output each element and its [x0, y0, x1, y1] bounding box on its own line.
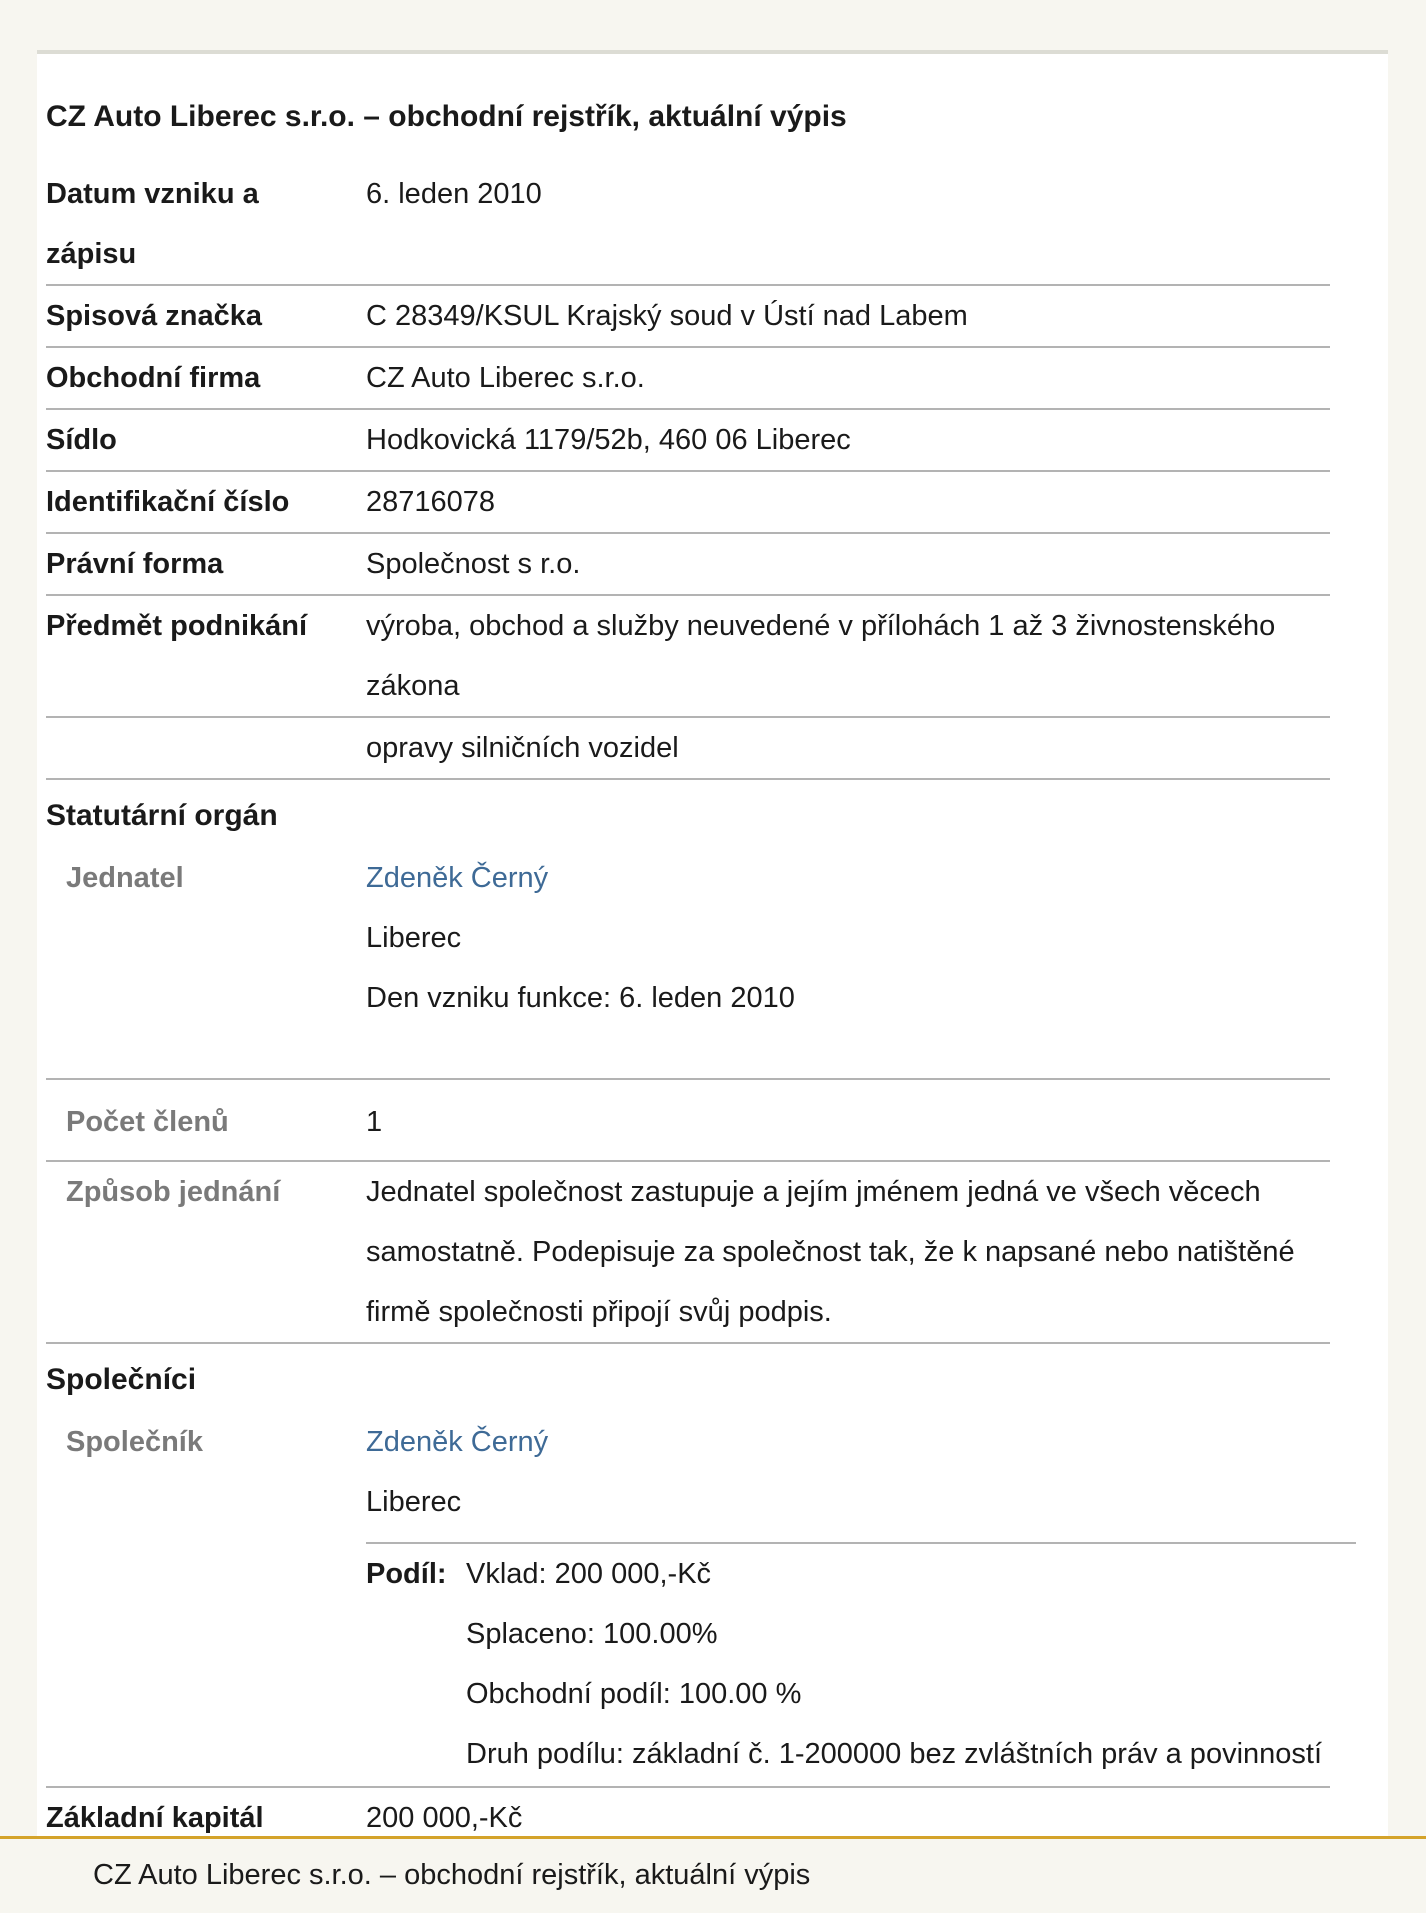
- section-spolecnici: Společníci: [46, 1363, 197, 1396]
- label-identifikacni-cislo: Identifikační číslo: [46, 486, 290, 518]
- jednatel-name-link[interactable]: Zdeněk Černý: [366, 862, 549, 894]
- row-predmet-podnikani-2: [46, 718, 1330, 780]
- value-spolecnik: [366, 1412, 1326, 1532]
- row-sidlo: [46, 410, 1330, 472]
- podil-obchodni: Obchodní podíl: 100.00 %: [466, 1678, 802, 1710]
- jednatel-city: Liberec: [366, 922, 462, 954]
- row-spolecnik: [46, 1372, 1330, 1788]
- label-datum-vzniku: Datum vzniku a zápisu: [46, 178, 259, 270]
- label-spisova-znacka: Spisová značka: [46, 300, 262, 332]
- label-pravni-forma: Právní forma: [46, 548, 224, 580]
- row-jednatel: [46, 848, 1330, 1080]
- podil-vklad: Vklad: 200 000,-Kč: [466, 1558, 712, 1590]
- page-title: CZ Auto Liberec s.r.o. – obchodní rejstřík, aktuální výpis: [46, 100, 847, 133]
- value-identifikacni-cislo: 28716078: [366, 486, 496, 518]
- row-zpusob-jednani: [46, 1162, 1330, 1344]
- podil-label: Podíl:: [366, 1558, 447, 1590]
- label-obchodni-firma: Obchodní firma: [46, 362, 261, 394]
- value-pravni-forma: Společnost s r.o.: [366, 548, 581, 580]
- row-pocet-clenu: [46, 1088, 1330, 1162]
- register-card: [37, 50, 1388, 1839]
- row-pravni-forma: [46, 534, 1330, 596]
- section-statutarni-organ: Statutární orgán: [46, 799, 278, 832]
- label-pocet-clenu: Počet členů: [66, 1106, 229, 1138]
- row-predmet-podnikani: [46, 596, 1330, 718]
- value-zakladni-kapital: 200 000,-Kč: [366, 1802, 523, 1834]
- podil-block: [366, 1542, 1356, 1786]
- row-identifikacni-cislo: [46, 472, 1330, 534]
- label-jednatel: Jednatel: [66, 862, 184, 894]
- value-spisova-znacka: C 28349/KSUL Krajský soud v Ústí nad Labem: [366, 300, 968, 332]
- jednatel-since: Den vzniku funkce: 6. leden 2010: [366, 982, 795, 1014]
- label-zpusob-jednani: Způsob jednání: [66, 1176, 281, 1208]
- value-zpusob-jednani: Jednatel společnost zastupuje a jejím jménem jedná ve všech věcech samostatně. Podepisuje za společnost tak, že k napsané nebo natištěné firmě společnosti připojí svůj podpis.: [366, 1176, 1295, 1328]
- label-zakladni-kapital: Základní kapitál: [46, 1802, 264, 1834]
- value-predmet-podnikani: výroba, obchod a služby neuvedené v přílohách 1 až 3 živnostenského zákona: [366, 610, 1276, 702]
- row-spisova-znacka: [46, 286, 1330, 348]
- footer: [0, 1836, 1426, 1913]
- value-jednatel: [366, 848, 1326, 1028]
- podil-values: [466, 1544, 1322, 1784]
- footer-text: CZ Auto Liberec s.r.o. – obchodní rejstřík, aktuální výpis: [93, 1859, 811, 1891]
- podil-splaceno: Splaceno: 100.00%: [466, 1618, 718, 1650]
- spolecnik-city: Liberec: [366, 1486, 462, 1518]
- value-datum-vzniku: 6. leden 2010: [366, 178, 542, 210]
- value-sidlo: Hodkovická 1179/52b, 460 06 Liberec: [366, 424, 851, 456]
- value-pocet-clenu: 1: [366, 1106, 383, 1138]
- label-spolecnik: Společník: [66, 1426, 203, 1458]
- label-predmet-podnikani: Předmět podnikání: [46, 610, 308, 642]
- spolecnik-name-link[interactable]: Zdeněk Černý: [366, 1426, 549, 1458]
- row-obchodni-firma: [46, 348, 1330, 410]
- row-datum-vzniku: [46, 164, 1330, 286]
- podil-druh: Druh podílu: základní č. 1-200000 bez zvláštních práv a povinností: [466, 1738, 1323, 1770]
- value-obchodni-firma: CZ Auto Liberec s.r.o.: [366, 362, 645, 394]
- value-predmet-podnikani-2: opravy silničních vozidel: [366, 732, 679, 764]
- label-sidlo: Sídlo: [46, 424, 117, 456]
